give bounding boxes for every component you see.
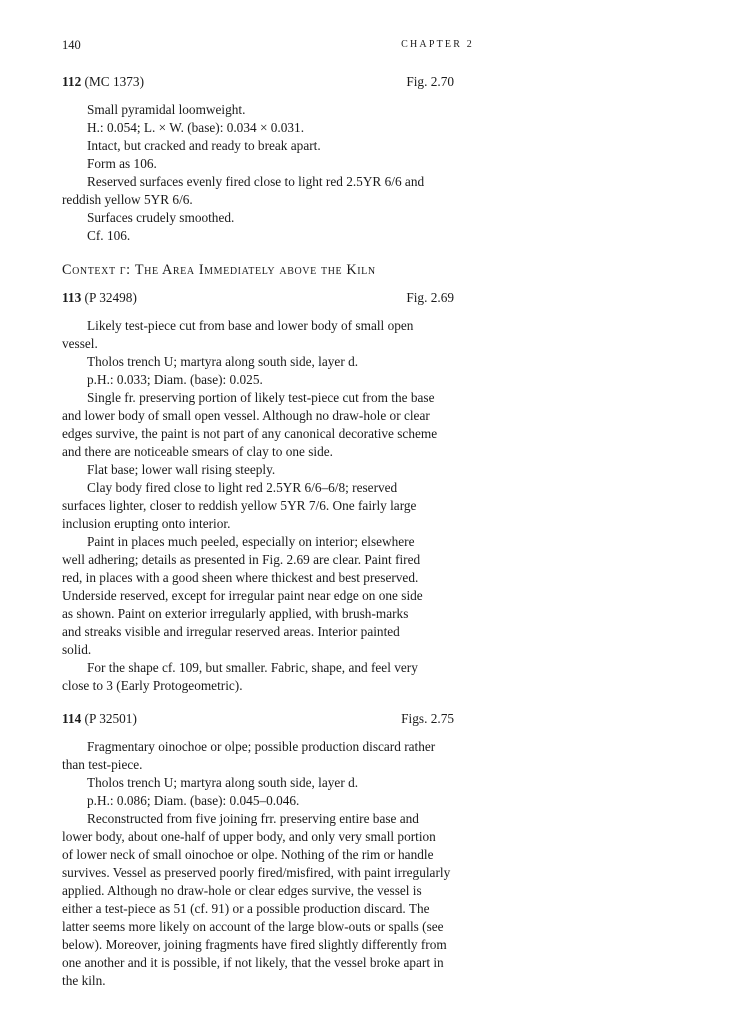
body-line: latter seems more likely on account of the large blow-outs or spalls (see (62, 919, 444, 934)
body-line: Small pyramidal loomweight. (87, 102, 246, 117)
body-line: Intact, but cracked and ready to break apart. (87, 138, 321, 153)
body-line: Surfaces crudely smoothed. (87, 210, 235, 225)
chapter-label: CHAPTER 2 (401, 39, 474, 50)
entry-body (62, 101, 474, 245)
body-line: one another and it is possible, if not likely, that the vessel broke apart in (62, 955, 444, 970)
catalog-reference (62, 711, 137, 727)
running-head (62, 38, 474, 54)
body-line: For the shape cf. 109, but smaller. Fabric, shape, and feel very (87, 660, 418, 675)
body-line: Reserved surfaces evenly fired close to light red 2.5YR 6/6 and (87, 174, 425, 189)
body-line: p.H.: 0.086; Diam. (base): 0.045–0.046. (87, 793, 300, 808)
entry-heading (62, 711, 454, 729)
body-line: survives. Vessel as preserved poorly fired/misfired, with paint irregularly (62, 865, 451, 880)
catalog-reference (62, 74, 144, 90)
entry-heading (62, 74, 454, 92)
body-line: Paint in places much peeled, especially on interior; elsewhere (87, 534, 415, 549)
body-line: red, in places with a good sheen where thickest and best preserved. (62, 570, 419, 585)
body-line: Underside reserved, except for irregular paint near edge on one side (62, 588, 423, 603)
body-line: Tholos trench U; martyra along south side, layer d. (87, 354, 359, 369)
body-line: Cf. 106. (87, 228, 131, 243)
body-line: Flat base; lower wall rising steeply. (87, 462, 276, 477)
body-line: Form as 106. (87, 156, 157, 171)
page-number: 140 (62, 38, 81, 52)
body-line: well adhering; details as presented in Fig. 2.69 are clear. Paint fired (62, 552, 421, 567)
body-line: Single fr. preserving portion of likely test-piece cut from the base (87, 390, 435, 405)
body-line: Fragmentary oinochoe or olpe; possible production discard rather (87, 739, 436, 754)
body-line: than test-piece. (62, 757, 143, 772)
body-line: H.: 0.054; L. × W. (base): 0.034 × 0.031. (87, 120, 305, 135)
inventory-number: (MC 1373) (81, 74, 145, 89)
inventory-number: (P 32498) (81, 290, 137, 305)
body-line: p.H.: 0.033; Diam. (base): 0.025. (87, 372, 263, 387)
body-line: reddish yellow 5YR 6/6. (62, 192, 193, 207)
figure-reference: Fig. 2.70 (406, 74, 454, 89)
figure-reference: Figs. 2.75 (401, 711, 454, 726)
body-line: Clay body fired close to light red 2.5YR 6/6–6/8; reserved (87, 480, 398, 495)
body-line: below). Moreover, joining fragments have fired slightly differently from (62, 937, 447, 952)
body-line: and streaks visible and irregular reserved areas. Interior painted (62, 624, 400, 639)
body-line: and there are noticeable smears of clay to one side. (62, 444, 333, 459)
inventory-number: (P 32501) (81, 711, 137, 726)
body-line: Reconstructed from five joining frr. preserving entire base and (87, 811, 419, 826)
entry-heading (62, 290, 454, 308)
body-line: lower body, about one-half of upper body, and only very small portion (62, 829, 436, 844)
body-line: as shown. Paint on exterior irregularly applied, with brush-marks (62, 606, 409, 621)
body-line: surfaces lighter, closer to reddish yellow 5YR 7/6. One fairly large (62, 498, 417, 513)
body-line: applied. Although no draw-hole or clear edges survive, the vessel is (62, 883, 422, 898)
figure-reference: Fig. 2.69 (406, 290, 454, 305)
body-line: solid. (62, 642, 92, 657)
catalog-number: 114 (62, 711, 82, 726)
catalog-number: 113 (62, 290, 82, 305)
body-line: of lower neck of small oinochoe or olpe. Nothing of the rim or handle (62, 847, 434, 862)
entry-body (62, 738, 474, 990)
catalog-number: 112 (62, 74, 82, 89)
body-line: Likely test-piece cut from base and lower body of small open (87, 318, 414, 333)
entry-body (62, 317, 474, 695)
body-line: either a test-piece as 51 (cf. 91) or a possible production discard. The (62, 901, 430, 916)
body-line: inclusion erupting onto interior. (62, 516, 231, 531)
body-line: the kiln. (62, 973, 106, 988)
catalog-reference (62, 290, 137, 306)
body-line: Tholos trench U; martyra along south side, layer d. (87, 775, 359, 790)
body-line: edges survive, the paint is not part of any canonical decorative scheme (62, 426, 438, 441)
body-line: close to 3 (Early Protogeometric). (62, 678, 243, 693)
body-line: vessel. (62, 336, 98, 351)
body-line: and lower body of small open vessel. Although no draw-hole or clear (62, 408, 430, 423)
section-heading: Context γ: The Area Immediately above the Kiln (62, 262, 376, 278)
